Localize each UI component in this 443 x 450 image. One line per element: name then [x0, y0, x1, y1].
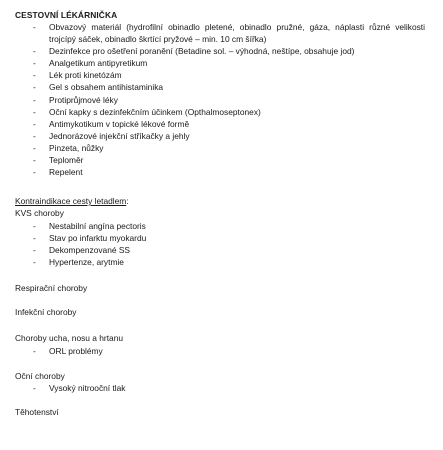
kvs-item-text: Dekompenzované SS: [49, 245, 131, 256]
contraindications-heading: Kontraindikace cesty letadlem: [15, 196, 127, 206]
list-dash: -: [33, 245, 36, 256]
kvs-item: [15, 232, 425, 244]
list-dash: -: [33, 118, 36, 129]
kit-item-text: Obvazový materiál (hydrofilní obinadlo pletené, obinadlo pružné, gáza, náplasti různé velikosti trojcípý sáček, obinadlo škrtící pryžové – min. 10 cm šířka): [49, 22, 425, 45]
ent-item-text: ORL problémy: [49, 346, 103, 356]
kit-item: [15, 69, 425, 81]
kit-item-text: Dezinfekce pro ošetření poranění (Betadine sol. – výhodná, neštípe, obsahuje jod): [49, 46, 355, 57]
list-dash: -: [33, 70, 36, 81]
list-dash: -: [33, 221, 36, 231]
kit-item: [15, 106, 425, 118]
eye-list: [15, 382, 425, 394]
ent-heading: Choroby ucha, nosu a hrtanu: [15, 333, 124, 343]
kit-item-text: Teploměr: [49, 155, 84, 166]
kvs-item-text: Stav po infarktu myokardu: [49, 233, 147, 244]
list-dash: -: [33, 82, 36, 93]
kit-item-text: Gel s obsahem antihistaminika: [49, 82, 164, 93]
kit-item-text: Antimykotikum v topické lékové formě: [49, 118, 190, 129]
kvs-item: [15, 220, 425, 232]
first-aid-kit-list: [15, 21, 425, 178]
kit-item-text: Pinzeta, nůžky: [49, 142, 104, 153]
kit-item: [15, 45, 425, 57]
eye-item-text: Vysoký nitrooční tlak: [49, 383, 126, 393]
list-dash: -: [33, 155, 36, 166]
kit-item: [15, 94, 425, 106]
list-dash: -: [33, 46, 36, 57]
kit-item: [15, 81, 425, 93]
kvs-list: [15, 220, 425, 268]
list-dash: -: [33, 257, 36, 268]
contraindications-heading-line: [15, 195, 129, 207]
list-dash: -: [33, 167, 36, 178]
infectious-heading: Infekční choroby: [15, 307, 77, 317]
kvs-item-text: Nestabilní angína pectoris: [49, 221, 146, 231]
kit-item-text: Lék proti kinetózám: [49, 70, 122, 81]
kit-item: [15, 142, 425, 154]
eye-item: [15, 382, 425, 394]
kit-item: [15, 118, 425, 130]
kit-item-text: Protiprůjmové léky: [49, 94, 118, 105]
list-dash: -: [33, 130, 36, 141]
ent-item: [15, 345, 425, 357]
eye-heading: Oční choroby: [15, 371, 65, 381]
kit-item: [15, 154, 425, 166]
list-dash: -: [33, 58, 36, 69]
kit-item-text: Analgetikum antipyretikum: [49, 58, 148, 69]
list-dash: -: [33, 233, 36, 244]
kvs-item: [15, 256, 425, 268]
kit-item: [15, 166, 425, 178]
kit-item-text: Repelent: [49, 167, 83, 178]
list-dash: -: [33, 383, 36, 393]
kvs-item: [15, 244, 425, 256]
list-dash: -: [33, 22, 36, 32]
list-dash: -: [33, 142, 36, 153]
kvs-heading: KVS choroby: [15, 208, 64, 218]
respiratory-heading: Respirační choroby: [15, 283, 88, 293]
kit-item-text: Oční kapky s dezinfekčním účinkem (Opthalmoseptonex): [49, 106, 261, 117]
list-dash: -: [33, 346, 36, 356]
kit-item: [15, 57, 425, 69]
kit-item: [15, 21, 425, 45]
ent-list: [15, 345, 425, 357]
list-dash: -: [33, 94, 36, 105]
kit-item: [15, 130, 425, 142]
kit-item-text: Jednorázové injekční stříkačky a jehly: [49, 130, 190, 141]
contraindications-colon: :: [126, 196, 129, 206]
kvs-item-text: Hypertenze, arytmie: [49, 257, 124, 268]
document-title: CESTOVNÍ LÉKÁRNIČKA: [15, 10, 118, 20]
pregnancy-heading: Těhotenství: [15, 407, 59, 417]
list-dash: -: [33, 106, 36, 117]
